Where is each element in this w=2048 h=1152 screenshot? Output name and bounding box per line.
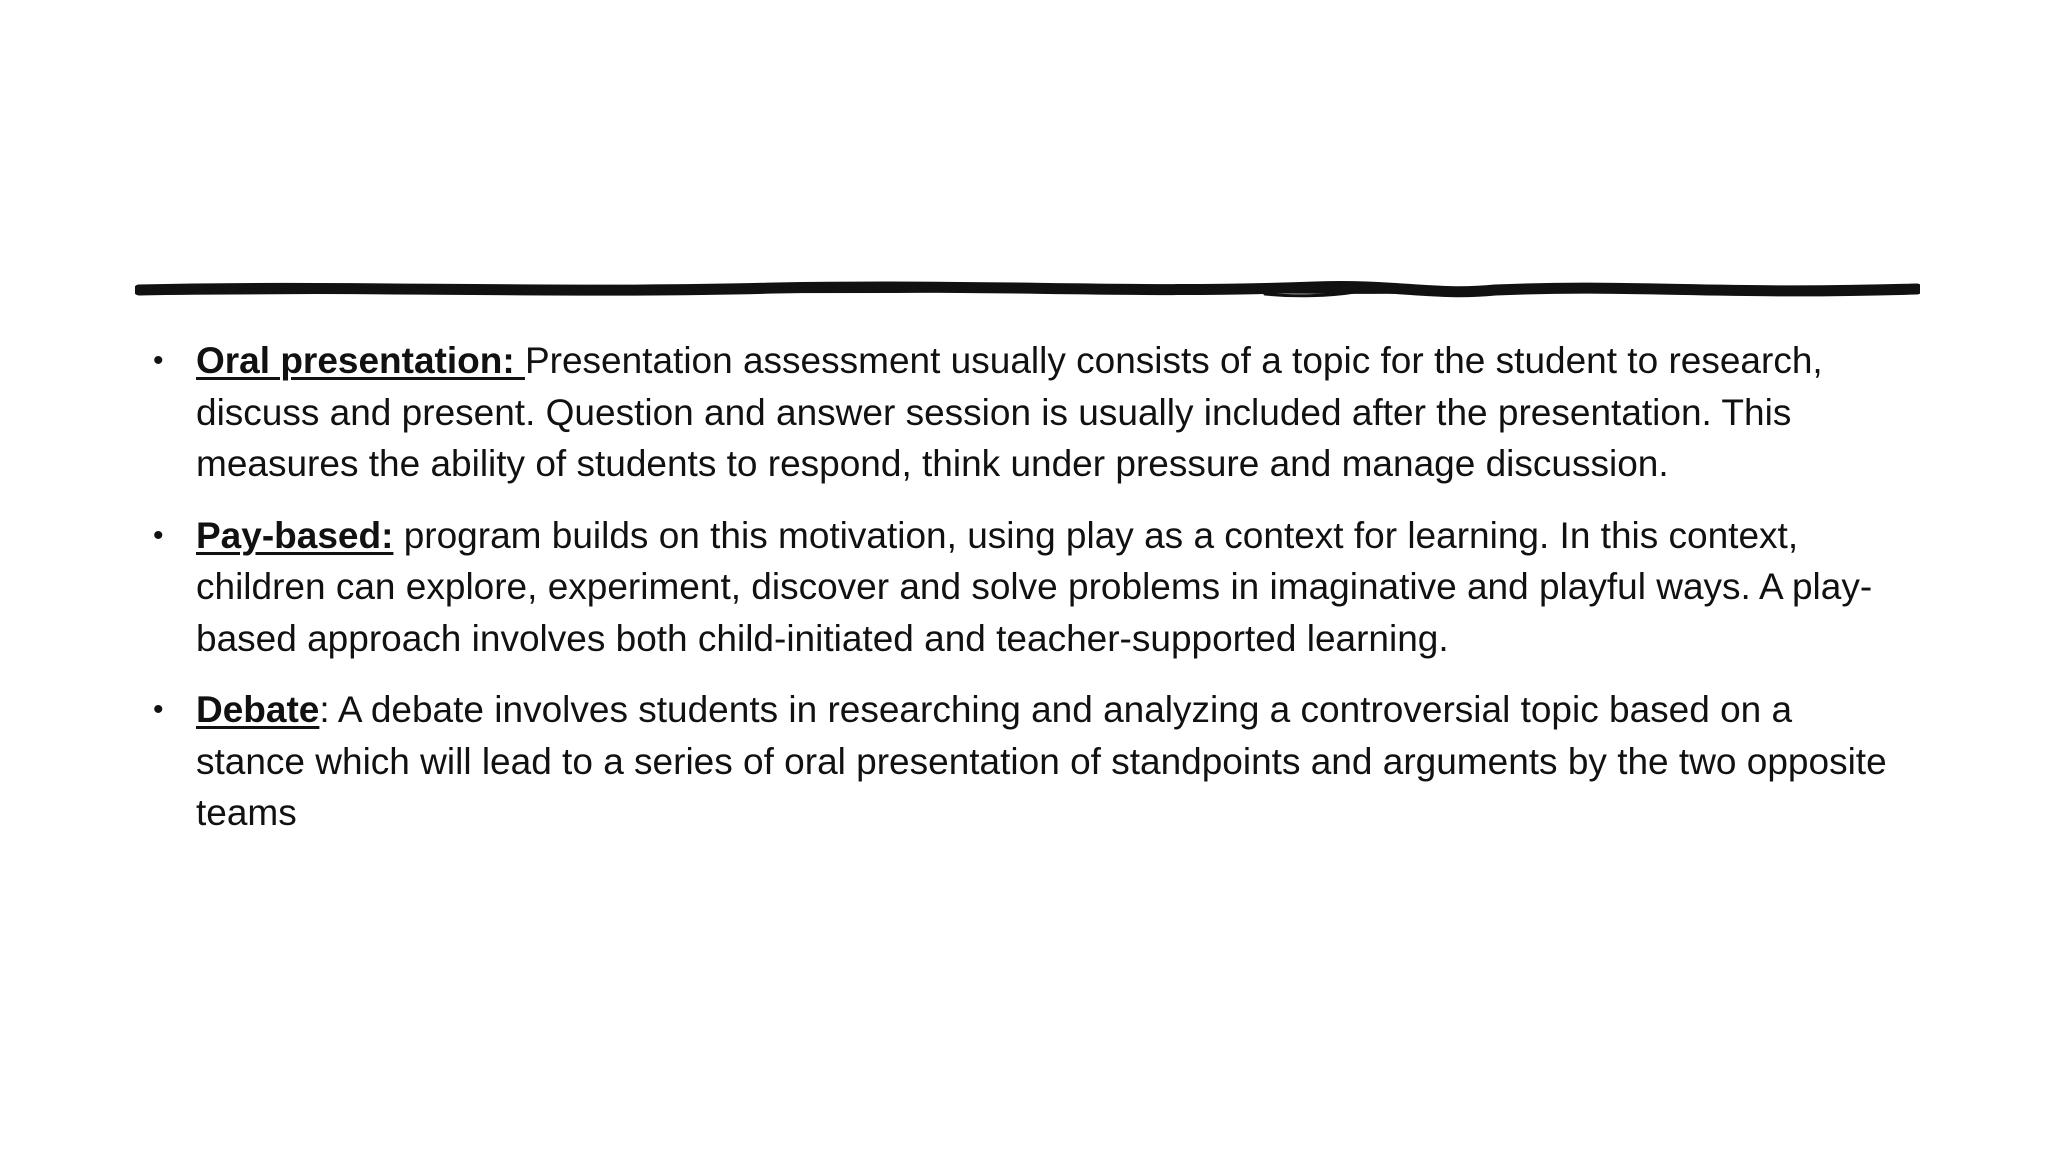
bullet-text: program builds on this motivation, using play as a context for learning. In this context, children can explore, experiment, discover and solve problems in imaginative and playful ways. A play-based approach involves both child-initiated and teacher-supported learning. (196, 514, 1873, 659)
bullet-text: Presentation assessment usually consists of a topic for the student to research, discuss and present. Question and answer session is usually included after the presentation. This measures the ability of students to respond, think under pressure and manage discussion. (196, 340, 1823, 484)
bullet-list (148, 335, 1908, 839)
bullet-dot: • (153, 518, 164, 552)
bullet-dot: • (153, 693, 164, 726)
bullet-content (148, 335, 1908, 859)
bullet-item-oral-presentation (148, 335, 1908, 490)
bullet-item-debate (148, 684, 1908, 839)
hand-drawn-divider (135, 272, 1920, 308)
bullet-text: : A debate involves students in researching and analyzing a controversial topic based on a stance which will lead to a series of oral presentation of standpoints and arguments by the two opposite teams (196, 689, 1887, 833)
bullet-item-play-based (148, 510, 1908, 665)
bullet-term: Pay-based: (196, 514, 394, 556)
bullet-dot: • (153, 344, 164, 377)
bullet-term: Debate (196, 689, 320, 730)
bullet-term: Oral presentation: (196, 340, 525, 381)
